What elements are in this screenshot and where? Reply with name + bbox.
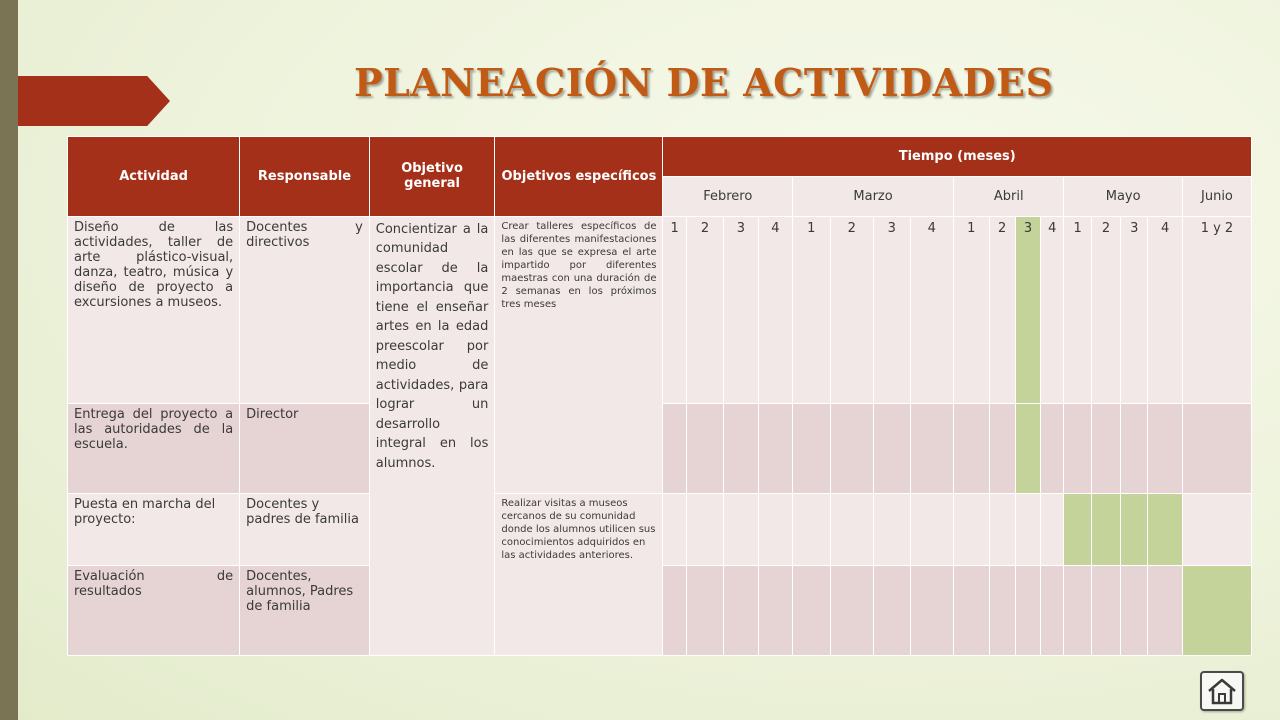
week-cell — [1064, 565, 1091, 655]
week-cell — [1041, 565, 1064, 655]
week-cell — [686, 494, 723, 565]
week-cell — [1148, 403, 1182, 493]
week-cell — [1041, 403, 1064, 493]
week-cell — [793, 403, 830, 493]
home-button[interactable] — [1200, 671, 1244, 711]
week-cell — [686, 403, 723, 493]
week-cell: 4 — [1148, 216, 1182, 403]
week-cell: 1 — [1064, 216, 1091, 403]
objetivo-especifico-cell: Realizar visitas a museos cercanos de su comunidad donde los alumnos utilicen sus conocimientos adquiridos en las actividades anteriores. — [495, 494, 663, 656]
week-cell-highlight: 3 — [1015, 216, 1040, 403]
responsable-cell: Docentes, alumnos, Padres de familia — [240, 565, 370, 655]
month-febrero: Febrero — [663, 176, 793, 216]
header-objetivos-especificos: Objetivos específicos — [495, 137, 663, 217]
week-cell — [954, 494, 989, 565]
week-cell — [724, 403, 758, 493]
actividad-cell: Evaluación de resultados — [68, 565, 240, 655]
responsable-cell: Docentes y padres de familia — [240, 494, 370, 565]
week-cell: 3 — [874, 216, 910, 403]
week-cell: 2 — [989, 216, 1015, 403]
week-cell — [910, 494, 954, 565]
week-cell — [874, 565, 910, 655]
week-cell — [954, 565, 989, 655]
week-cell-highlight — [1148, 494, 1182, 565]
week-cell — [758, 494, 792, 565]
week-cell — [1182, 494, 1251, 565]
week-cell — [663, 403, 686, 493]
side-bar — [0, 0, 18, 720]
week-cell — [663, 565, 686, 655]
responsable-cell: Director — [240, 403, 370, 493]
week-cell — [1041, 494, 1064, 565]
week-cell — [1148, 565, 1182, 655]
table-row — [68, 216, 1252, 403]
week-cell — [793, 494, 830, 565]
week-cell: 1 — [663, 216, 686, 403]
week-cell: 1 — [954, 216, 989, 403]
table-row — [68, 494, 1252, 565]
week-cell — [724, 565, 758, 655]
header-responsable: Responsable — [240, 137, 370, 217]
planning-table — [67, 136, 1252, 656]
week-cell — [758, 565, 792, 655]
week-cell: 3 — [1121, 216, 1148, 403]
week-cell-highlight — [1091, 494, 1120, 565]
month-abril: Abril — [954, 176, 1064, 216]
week-cell: 3 — [724, 216, 758, 403]
week-cell — [874, 403, 910, 493]
week-cell-highlight — [1121, 494, 1148, 565]
week-cell — [830, 565, 874, 655]
objetivo-especifico-cell: Crear talleres específicos de las diferentes manifestaciones en las que se expresa el arte impartido por diferentes maestras con una duración de 2 semanas en los próximos tres meses — [495, 216, 663, 493]
week-cell — [793, 565, 830, 655]
week-cell — [1015, 494, 1040, 565]
actividad-cell: Puesta en marcha del proyecto: — [68, 494, 240, 565]
month-marzo: Marzo — [793, 176, 954, 216]
week-cell-highlight — [1182, 565, 1251, 655]
week-cell — [1015, 565, 1040, 655]
header-objetivo-general: Objetivo general — [369, 137, 495, 217]
week-cell-highlight — [1064, 494, 1091, 565]
week-cell: 1 — [793, 216, 830, 403]
week-cell — [1121, 565, 1148, 655]
week-cell: 2 — [686, 216, 723, 403]
week-cell — [1091, 403, 1120, 493]
week-cell — [989, 565, 1015, 655]
week-cell: 4 — [758, 216, 792, 403]
week-cell — [1091, 565, 1120, 655]
week-cell — [989, 403, 1015, 493]
header-actividad: Actividad — [68, 137, 240, 217]
week-cell — [758, 403, 792, 493]
header-tiempo: Tiempo (meses) — [663, 137, 1252, 177]
week-cell — [1182, 403, 1251, 493]
month-mayo: Mayo — [1064, 176, 1182, 216]
week-cell — [830, 403, 874, 493]
actividad-cell: Diseño de las actividades, taller de arte plástico-visual, danza, teatro, música y diseño de proyecto a excursiones a museos. — [68, 216, 240, 403]
week-cell — [830, 494, 874, 565]
home-icon — [1206, 676, 1238, 706]
week-cell — [1064, 403, 1091, 493]
week-cell — [724, 494, 758, 565]
week-cell — [910, 565, 954, 655]
actividad-cell: Entrega del proyecto a las autoridades de la escuela. — [68, 403, 240, 493]
objetivo-general-cell: Concientizar a la comunidad escolar de la importancia que tiene el enseñar artes en la edad preescolar por medio de actividades, para lograr un desarrollo integral en los alumnos. — [369, 216, 495, 655]
week-cell — [874, 494, 910, 565]
week-cell — [954, 403, 989, 493]
week-cell — [989, 494, 1015, 565]
week-cell: 2 — [1091, 216, 1120, 403]
week-cell — [910, 403, 954, 493]
month-junio: Junio — [1182, 176, 1251, 216]
responsable-cell: Docentes y directivos — [240, 216, 370, 403]
week-cell: 4 — [910, 216, 954, 403]
week-cell — [663, 494, 686, 565]
week-cell-highlight — [1015, 403, 1040, 493]
week-cell: 1 y 2 — [1182, 216, 1251, 403]
week-cell: 2 — [830, 216, 874, 403]
page-title: PLANEACIÓN DE ACTIVIDADES — [354, 60, 1054, 105]
week-cell — [1121, 403, 1148, 493]
week-cell: 4 — [1041, 216, 1064, 403]
title-arrow-decoration — [18, 76, 170, 126]
week-cell — [686, 565, 723, 655]
